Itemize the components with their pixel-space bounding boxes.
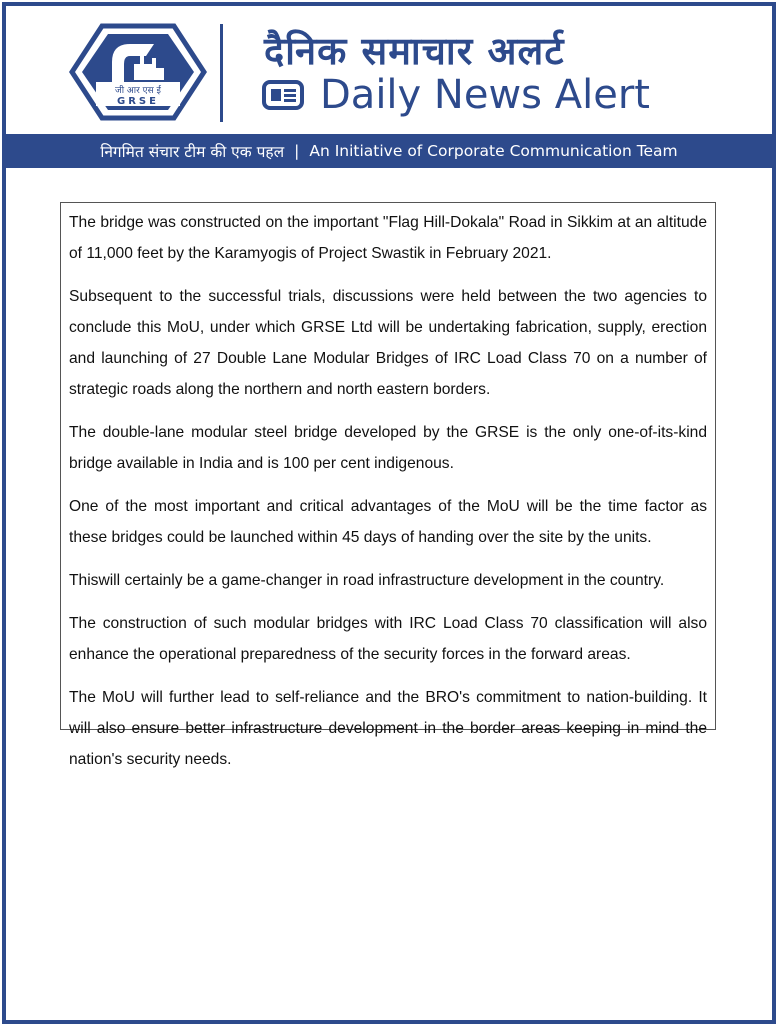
article-paragraph: The construction of such modular bridges with IRC Load Class 70 classification will also enhance the operational preparedness of the security forces in the forward areas. <box>69 615 707 663</box>
band-separator: | <box>294 142 300 160</box>
article-paragraph: The double-lane modular steel bridge developed by the GRSE is the only one-of-its-kind bridge available in India and is 100 per cent indigenous. <box>69 424 707 472</box>
grse-logo <box>68 22 208 122</box>
article-paragraph: Subsequent to the successful trials, discussions were held between the two agencies to conclude this MoU, under which GRSE Ltd will be undertaking fabrication, supply, erection and launching of 27 Double Lane Modular Bridges of IRC Load Class 70 on a number of strategic roads along the northern and north eastern borders. <box>69 288 707 398</box>
article-box <box>60 202 716 768</box>
band-hindi-text: निगमित संचार टीम की एक पहल <box>100 143 285 161</box>
logo-hindi-text: जी आर एस ई <box>115 86 161 96</box>
article-paragraph: The MoU will further lead to self-reliance and the BRO's commitment to nation-building. It will also ensure better infrastructure development in the border areas keeping in mind the nation's security needs. <box>69 689 707 768</box>
hindi-title: दैनिक समाचार अलर्ट <box>264 29 565 73</box>
article-paragraph: One of the most important and critical advantages of the MoU will be the time factor as these bridges could be launched within 45 days of handing over the site by the units. <box>69 498 707 546</box>
english-title: Daily News Alert <box>320 72 650 118</box>
logo-acronym: GRSE <box>117 96 159 107</box>
page-frame <box>2 2 776 1024</box>
article-paragraph: The bridge was constructed on the important "Flag Hill-Dokala" Road in Sikkim at an altitude of 11,000 feet by the Karamyogis of Project Swastik in February 2021. <box>69 214 707 262</box>
newspaper-icon <box>262 80 304 110</box>
header-divider <box>220 24 223 122</box>
initiative-band <box>6 134 772 168</box>
header <box>6 6 772 136</box>
band-english-text: An Initiative of Corporate Communication Team <box>309 142 678 160</box>
article-paragraph: Thiswill certainly be a game-changer in road infrastructure development in the country. <box>69 572 665 589</box>
english-title-row <box>262 70 650 120</box>
